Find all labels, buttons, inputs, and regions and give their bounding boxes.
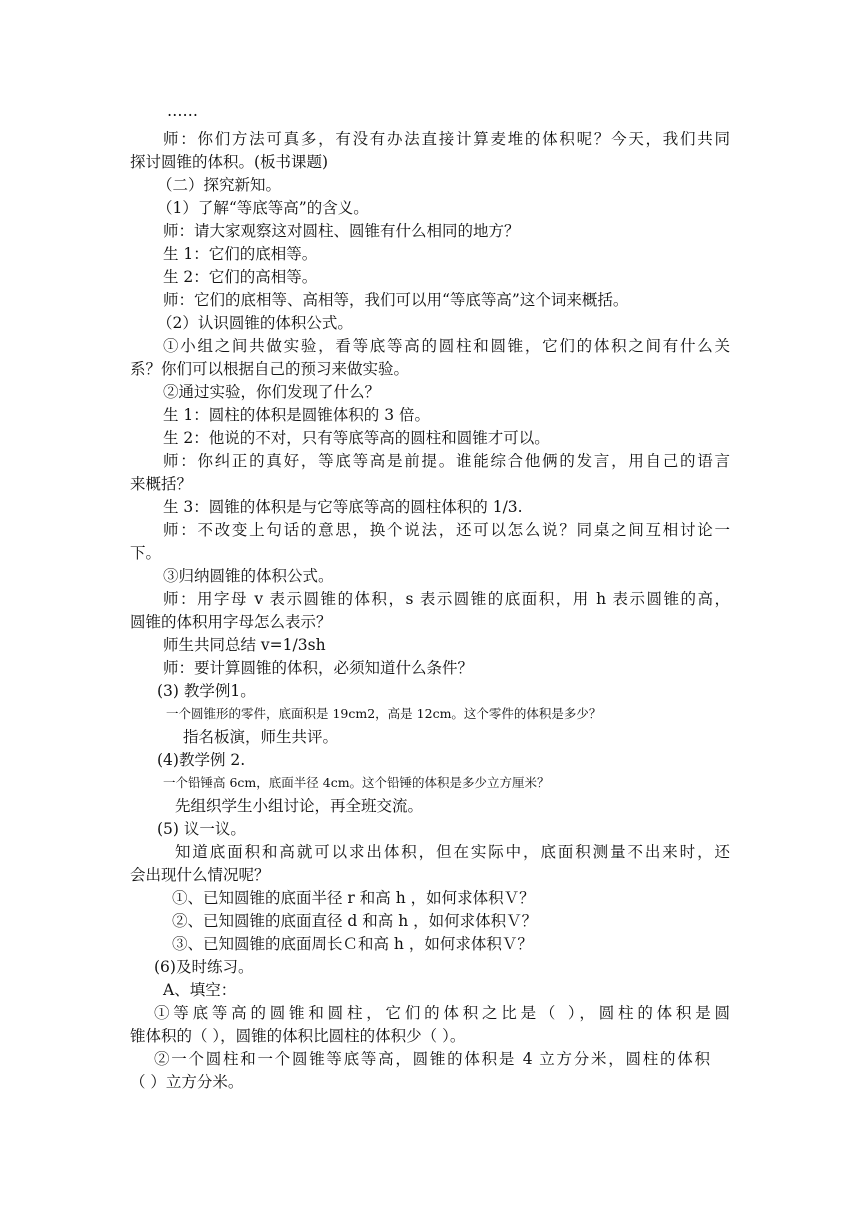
paragraph-line: 来概括？	[130, 475, 193, 493]
paragraph-line: 师：你纠正的真好，等底等高是前提。谁能综合他俩的发言，用自己的语言	[163, 452, 730, 470]
paragraph-line: 师：用字母 v 表示圆锥的体积，s 表示圆锥的底面积，用 h 表示圆锥的高，	[163, 590, 730, 608]
exercise-line: ②一个圆柱和一个圆锥等底等高，圆锥的体积是 4 立方分米，圆柱的体积	[154, 1050, 710, 1068]
paragraph-line: 师：不改变上句话的意思，换个说法，还可以怎么说？同桌之间互相讨论一	[163, 521, 730, 539]
paragraph-line: 探讨圆锥的体积。(板书课题)	[130, 153, 329, 171]
ellipsis-line: ……	[167, 102, 198, 120]
question-item: ②、已知圆锥的底面直径 d 和高 h ，如何求体积Ｖ？	[172, 912, 538, 930]
paragraph-line: 下。	[130, 544, 162, 562]
example-problem: 一个圆锥形的零件，底面积是 19cm2，高是 12cm。这个零件的体积是多少？	[166, 706, 602, 721]
example-heading: (4)教学例 2.	[157, 751, 246, 769]
paragraph-line: 先组织学生小组讨论，再全班交流。	[175, 797, 424, 815]
paragraph-line: 指名板演，师生共评。	[183, 728, 339, 746]
formula-line: 师生共同总结 v=1/3sh	[163, 636, 326, 654]
paragraph-line: ②通过实验，你们发现了什么？	[163, 383, 381, 401]
question-item: ①、已知圆锥的底面半径 r 和高 h ，如何求体积Ｖ？	[172, 889, 535, 907]
exercise-line: 锥体积的（ ），圆锥的体积比圆柱的体积少（ ）。	[130, 1027, 466, 1045]
example-problem: 一个铅锤高 6cm，底面半径 4cm。这个铅锤的体积是多少立方厘米？	[163, 775, 550, 790]
example-heading: (3) 教学例1。	[157, 682, 256, 700]
paragraph-line: ①小组之间共做实验，看等底等高的圆柱和圆锥，它们的体积之间有什么关	[163, 337, 730, 355]
paragraph-line: 系？你们可以根据自己的预习来做实验。	[130, 360, 410, 378]
paragraph-line: 师：要计算圆锥的体积，必须知道什么条件？	[163, 659, 474, 677]
paragraph-line: 生 1：它们的底相等。	[163, 245, 318, 263]
paragraph-line: 生 3：圆锥的体积是与它等底等高的圆柱体积的 1/3.	[163, 498, 523, 516]
paragraph-line: 师：你们方法可真多，有没有办法直接计算麦堆的体积呢？今天，我们共同	[163, 130, 730, 148]
subsection-heading: （2）认识圆锥的体积公式。	[157, 314, 353, 332]
subsection-heading: （1）了解“等底等高”的含义。	[157, 199, 369, 217]
question-item: ③、已知圆锥的底面周长Ｃ和高 h ，如何求体积Ｖ？	[172, 935, 533, 953]
fill-in-heading: A、填空：	[163, 981, 237, 999]
paragraph-line: 生 2：他说的不对，只有等底等高的圆柱和圆锥才可以。	[163, 429, 550, 447]
section-heading: （二）探究新知。	[157, 176, 282, 194]
exercise-line: ①等底等高的圆锥和圆柱，它们的体积之比是（ ），圆柱的体积是圆	[154, 1004, 730, 1022]
paragraph-line: 生 2：它们的高相等。	[163, 268, 318, 286]
paragraph-line: 知道底面积和高就可以求出体积，但在实际中，底面积测量不出来时，还	[175, 843, 730, 861]
paragraph-line: 师：请大家观察这对圆柱、圆锥有什么相同的地方？	[163, 222, 520, 240]
discussion-heading: (5) 议一议。	[157, 820, 246, 838]
paragraph-line: 生 1：圆柱的体积是圆锥体积的 3 倍。	[163, 406, 431, 424]
paragraph-line: 师：它们的底相等、高相等，我们可以用“等底等高”这个词来概括。	[163, 291, 629, 309]
exercise-line: （ ）立方分米。	[130, 1073, 244, 1091]
practice-heading: (6)及时练习。	[154, 958, 254, 976]
paragraph-line: 圆锥的体积用字母怎么表示？	[130, 613, 332, 631]
paragraph-line: ③归纳圆锥的体积公式。	[163, 567, 334, 585]
paragraph-line: 会出现什么情况呢？	[130, 866, 270, 884]
